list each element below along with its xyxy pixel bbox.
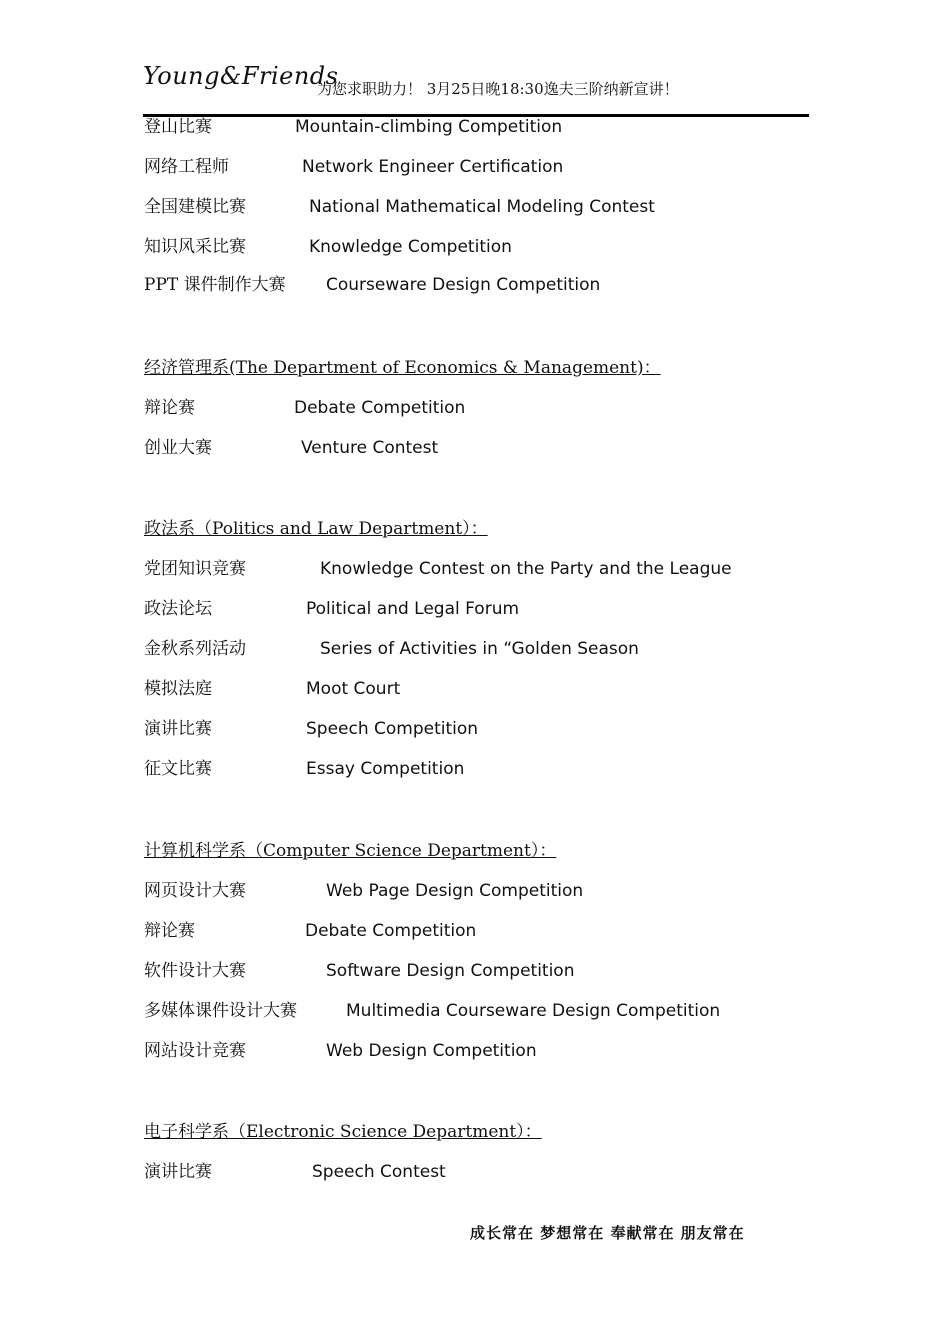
row-en: Courseware Design Competition [326, 275, 601, 295]
row-en: Mountain-climbing Competition [295, 117, 563, 137]
row-zh: 金秋系列活动 [144, 639, 246, 659]
page-footer: 成长常在 梦想常在 奉献常在 朋友常在 [470, 1224, 745, 1242]
row-en: Software Design Competition [326, 961, 575, 981]
row-zh: 政法论坛 [144, 599, 212, 619]
section-heading: 电子科学系（Electronic Science Department）： [144, 1122, 542, 1142]
row-zh: 征文比赛 [144, 759, 212, 779]
row-zh: 全国建模比赛 [144, 197, 246, 217]
section-heading: 计算机科学系（Computer Science Department）： [144, 841, 557, 861]
row-en: Debate Competition [294, 398, 466, 418]
logo: Young&Friends [143, 62, 339, 90]
row-en: Venture Contest [301, 438, 439, 458]
row-en: Essay Competition [306, 759, 465, 779]
row-en: Web Design Competition [326, 1041, 537, 1061]
row-en: Speech Contest [312, 1162, 446, 1182]
row-en: Knowledge Contest on the Party and the League [320, 559, 732, 579]
row-zh: 多媒体课件设计大赛 [144, 1001, 297, 1021]
row-zh: 软件设计大赛 [144, 961, 246, 981]
row-zh: 网络工程师 [144, 157, 229, 177]
row-en: Moot Court [306, 679, 401, 699]
row-en: Knowledge Competition [309, 237, 512, 257]
section-heading: 政法系（Politics and Law Department）： [144, 519, 488, 539]
row-en: Web Page Design Competition [326, 881, 584, 901]
row-zh: 演讲比赛 [144, 1162, 212, 1182]
row-zh: PPT 课件制作大赛 [144, 275, 286, 295]
row-zh: 辩论赛 [144, 398, 195, 418]
row-en: Political and Legal Forum [306, 599, 520, 619]
page-header [143, 58, 809, 117]
row-zh: 演讲比赛 [144, 719, 212, 739]
row-en: National Mathematical Modeling Contest [309, 197, 655, 217]
row-en: Multimedia Courseware Design Competition [346, 1001, 721, 1021]
section-heading: 经济管理系(The Department of Economics & Management)： [144, 358, 661, 378]
row-zh: 创业大赛 [144, 438, 212, 458]
row-en: Network Engineer Certification [302, 157, 564, 177]
row-zh: 登山比赛 [144, 117, 212, 137]
row-zh: 网页设计大赛 [144, 881, 246, 901]
row-zh: 模拟法庭 [144, 679, 212, 699]
row-zh: 党团知识竞赛 [144, 559, 246, 579]
row-en: Debate Competition [305, 921, 477, 941]
row-zh: 辩论赛 [144, 921, 195, 941]
row-en: Speech Competition [306, 719, 479, 739]
row-zh: 知识风采比赛 [144, 237, 246, 257]
header-slogan: 为您求职助力！ 3月25日晚18:30逸夫三阶纳新宣讲！ [317, 80, 679, 98]
row-en: Series of Activities in “Golden Season [320, 639, 639, 659]
row-zh: 网站设计竞赛 [144, 1041, 246, 1061]
